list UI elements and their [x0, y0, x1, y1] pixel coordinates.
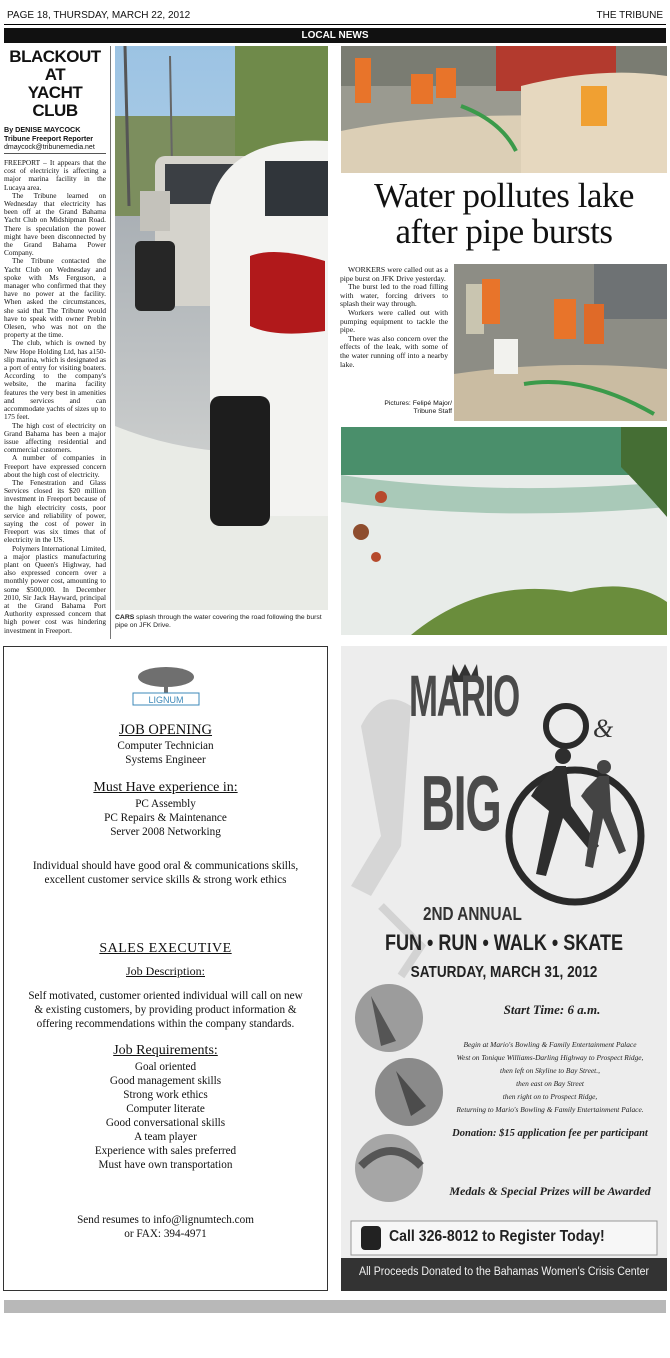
- requirement-item: A team player: [134, 1131, 197, 1143]
- cars-photo: [115, 46, 328, 610]
- skills-line: Individual should have good oral & communications skills,: [32, 860, 299, 872]
- sales-executive-title: SALES EXECUTIVE: [99, 941, 232, 956]
- requirement-item: Strong work ethics: [123, 1089, 208, 1101]
- credit-line: Pictures: Felipé Major/: [384, 400, 452, 407]
- credit-line: Tribune Staff: [413, 408, 452, 415]
- lake-photo: [341, 427, 667, 635]
- contact-line[interactable]: Send resumes to info@lignumtech.com: [77, 1214, 254, 1226]
- route-line: West on Tonique Williams-Darling Highway to Prospect Ridge,: [456, 1053, 644, 1062]
- description-line: Self motivated, customer oriented individual will call on new: [28, 990, 303, 1002]
- masthead-rule: [4, 24, 666, 25]
- headline-line: after pipe bursts: [395, 212, 613, 251]
- ampersand: &: [593, 714, 614, 743]
- requirement-item: Good management skills: [109, 1075, 222, 1087]
- paragraph: The Fenestration and Glass Services closed its $20 million investment in Freeport because of the high electricity costs, poor service and reliability of power, saying the cost of power in Freeport was six times that of electricity in the US.: [4, 477, 106, 545]
- big-wordmark: BIG: [421, 759, 501, 847]
- paragraph: FREEPORT – It appears that the cost of electricity is affecting a major marina facility in the Lucaya area.: [4, 158, 106, 192]
- event-date: SATURDAY, MARCH 31, 2012: [410, 964, 598, 981]
- route-line: then east on Bay Street: [516, 1079, 584, 1088]
- section-label: LOCAL NEWS: [4, 28, 666, 43]
- opening-line: Systems Engineer: [125, 754, 206, 766]
- blackout-headline: [4, 48, 106, 120]
- bottom-rule: [4, 1300, 666, 1313]
- page-date-line: PAGE 18, THURSDAY, MARCH 22, 2012: [7, 10, 191, 21]
- requirement-item: Must have own transportation: [98, 1159, 233, 1171]
- must-have-title: Must Have experience in:: [93, 780, 238, 795]
- caption-text: splash through the water covering the road following the burst pipe on JFK Drive.: [115, 614, 322, 629]
- paragraph: The burst led to the road filling with water, forcing drivers to splash their way through.: [340, 282, 448, 309]
- paragraph: WORKERS were called out as a pipe burst on JFK Drive yesterday.: [340, 265, 448, 283]
- call-to-register[interactable]: Call 326-8012 to Register Today!: [389, 1228, 605, 1245]
- description-line: offering recommendations within the company standards.: [36, 1018, 295, 1030]
- photo-credit: [340, 400, 452, 416]
- newspaper-name: THE TRIBUNE: [596, 10, 663, 21]
- annual-label: 2ND ANNUAL: [423, 904, 522, 924]
- water-article-body: [340, 266, 448, 369]
- route-line: then right on to Prospect Ridge,: [502, 1092, 598, 1101]
- byline-email[interactable]: dmaycock@tribunemedia.net: [4, 143, 106, 154]
- caption-lead: CARS: [115, 614, 135, 621]
- description-line: & existing customers, by providing product information &: [34, 1004, 297, 1016]
- water-headline: [340, 178, 668, 250]
- opening-line: Computer Technician: [117, 740, 214, 752]
- paragraph: Polymers International Limited, a major plastics manufacturing plant on Queen's Highway, had also expressed concern over a monthly power cost, amounting to some $500,000. In December 2010, Sir Jack Hayward, principal at the Grand Bahama Port Authority expressed concern that high power cost was hindering investment in Freeport.: [4, 543, 106, 635]
- blackout-article: [4, 46, 111, 639]
- requirement-item: Goal oriented: [134, 1061, 197, 1073]
- requirement-item: Computer literate: [126, 1103, 205, 1115]
- route-line: then left on Skyline to Bay Street.,: [500, 1066, 600, 1075]
- blackout-body: [4, 159, 106, 635]
- byline-role: Tribune Freeport Reporter: [4, 133, 94, 143]
- mario-big-o-event-ad: [341, 646, 667, 1291]
- headline-line: BLACKOUT AT: [9, 47, 101, 84]
- lignum-logo: [4, 665, 327, 712]
- route-line: Begin at Mario's Bowling & Family Entertainment Palace: [463, 1040, 637, 1049]
- headline-line: YACHT CLUB: [27, 83, 83, 120]
- paragraph: There was also concern over the effects of the leak, with some of the water running off into a nearby lake.: [340, 333, 448, 369]
- job-opening-ad: [3, 646, 328, 1291]
- activities-line: FUN • RUN • WALK • SKATE: [384, 930, 624, 955]
- workers-photo-middle: [454, 264, 667, 421]
- contact-line: or FAX: 394-4971: [124, 1228, 207, 1240]
- must-have-item: PC Assembly: [135, 798, 196, 810]
- headline-line: Water pollutes lake: [374, 176, 634, 215]
- proceeds-line: All Proceeds Donated to the Bahamas Women's Crisis Center: [359, 1266, 649, 1278]
- donation-line: Donation: $15 application fee per participant: [452, 1128, 648, 1139]
- paragraph: The club, which is owned by New Hope Holding Ltd, has a150-slip marina, which is designated as a port of entry for visiting boaters. According to the company's website, the marina facility features the very best in amenities and services and can accommodate yachts of sizes up to 175 feet.: [4, 338, 106, 422]
- must-have-item: Server 2008 Networking: [110, 826, 221, 838]
- mario-wordmark: MARIO: [409, 664, 519, 729]
- skills-line: excellent customer service skills & strong work ethics: [44, 874, 287, 886]
- paragraph: The high cost of electricity on Grand Bahama has been a major issue affecting residential and commercial customers.: [4, 420, 106, 455]
- medals-line: Medals & Special Prizes will be Awarded: [449, 1184, 651, 1198]
- byline-author: By DENISE MAYCOCK: [4, 125, 81, 134]
- byline: [4, 126, 106, 143]
- route-line: Returning to Mario's Bowling & Family Entertainment Palace.: [456, 1105, 644, 1114]
- job-description-title: Job Description:: [126, 964, 205, 978]
- paragraph: A number of companies in Freeport have expressed concern about the high cost of electricity.: [4, 453, 106, 479]
- paragraph: Workers were called out with pumping equipment to tackle the pipe.: [340, 307, 448, 335]
- requirement-item: Experience with sales preferred: [94, 1145, 237, 1157]
- tree-logo-icon: [131, 665, 201, 707]
- paragraph: The Tribune contacted the Yacht Club on Wednesday and spoke with Ms Ferguson, a manager who confirmed that they have no power at the facility. When asked the circumstances, she said that The Tribune would have to speak with owner Prebin Olesen, who was not on the property at the time.: [4, 256, 106, 340]
- cars-caption: [115, 614, 330, 630]
- workers-photo-top: [341, 46, 667, 173]
- must-have-item: PC Repairs & Maintenance: [104, 812, 227, 824]
- job-opening-title: JOB OPENING: [118, 722, 213, 738]
- start-time: Start Time: 6 a.m.: [503, 1002, 601, 1017]
- requirement-item: Good conversational skills: [105, 1117, 226, 1129]
- route-description: [433, 1038, 667, 1116]
- logo-text: LIGNUM: [147, 695, 184, 705]
- paragraph: The Tribune learned on Wednesday that electricity has been off at the Grand Bahama Yacht Club on Midshipman Road. There is speculation the power might have been disconnected by the Grand Bahama Power Company.: [4, 190, 106, 258]
- job-requirements-title: Job Requirements:: [113, 1043, 218, 1058]
